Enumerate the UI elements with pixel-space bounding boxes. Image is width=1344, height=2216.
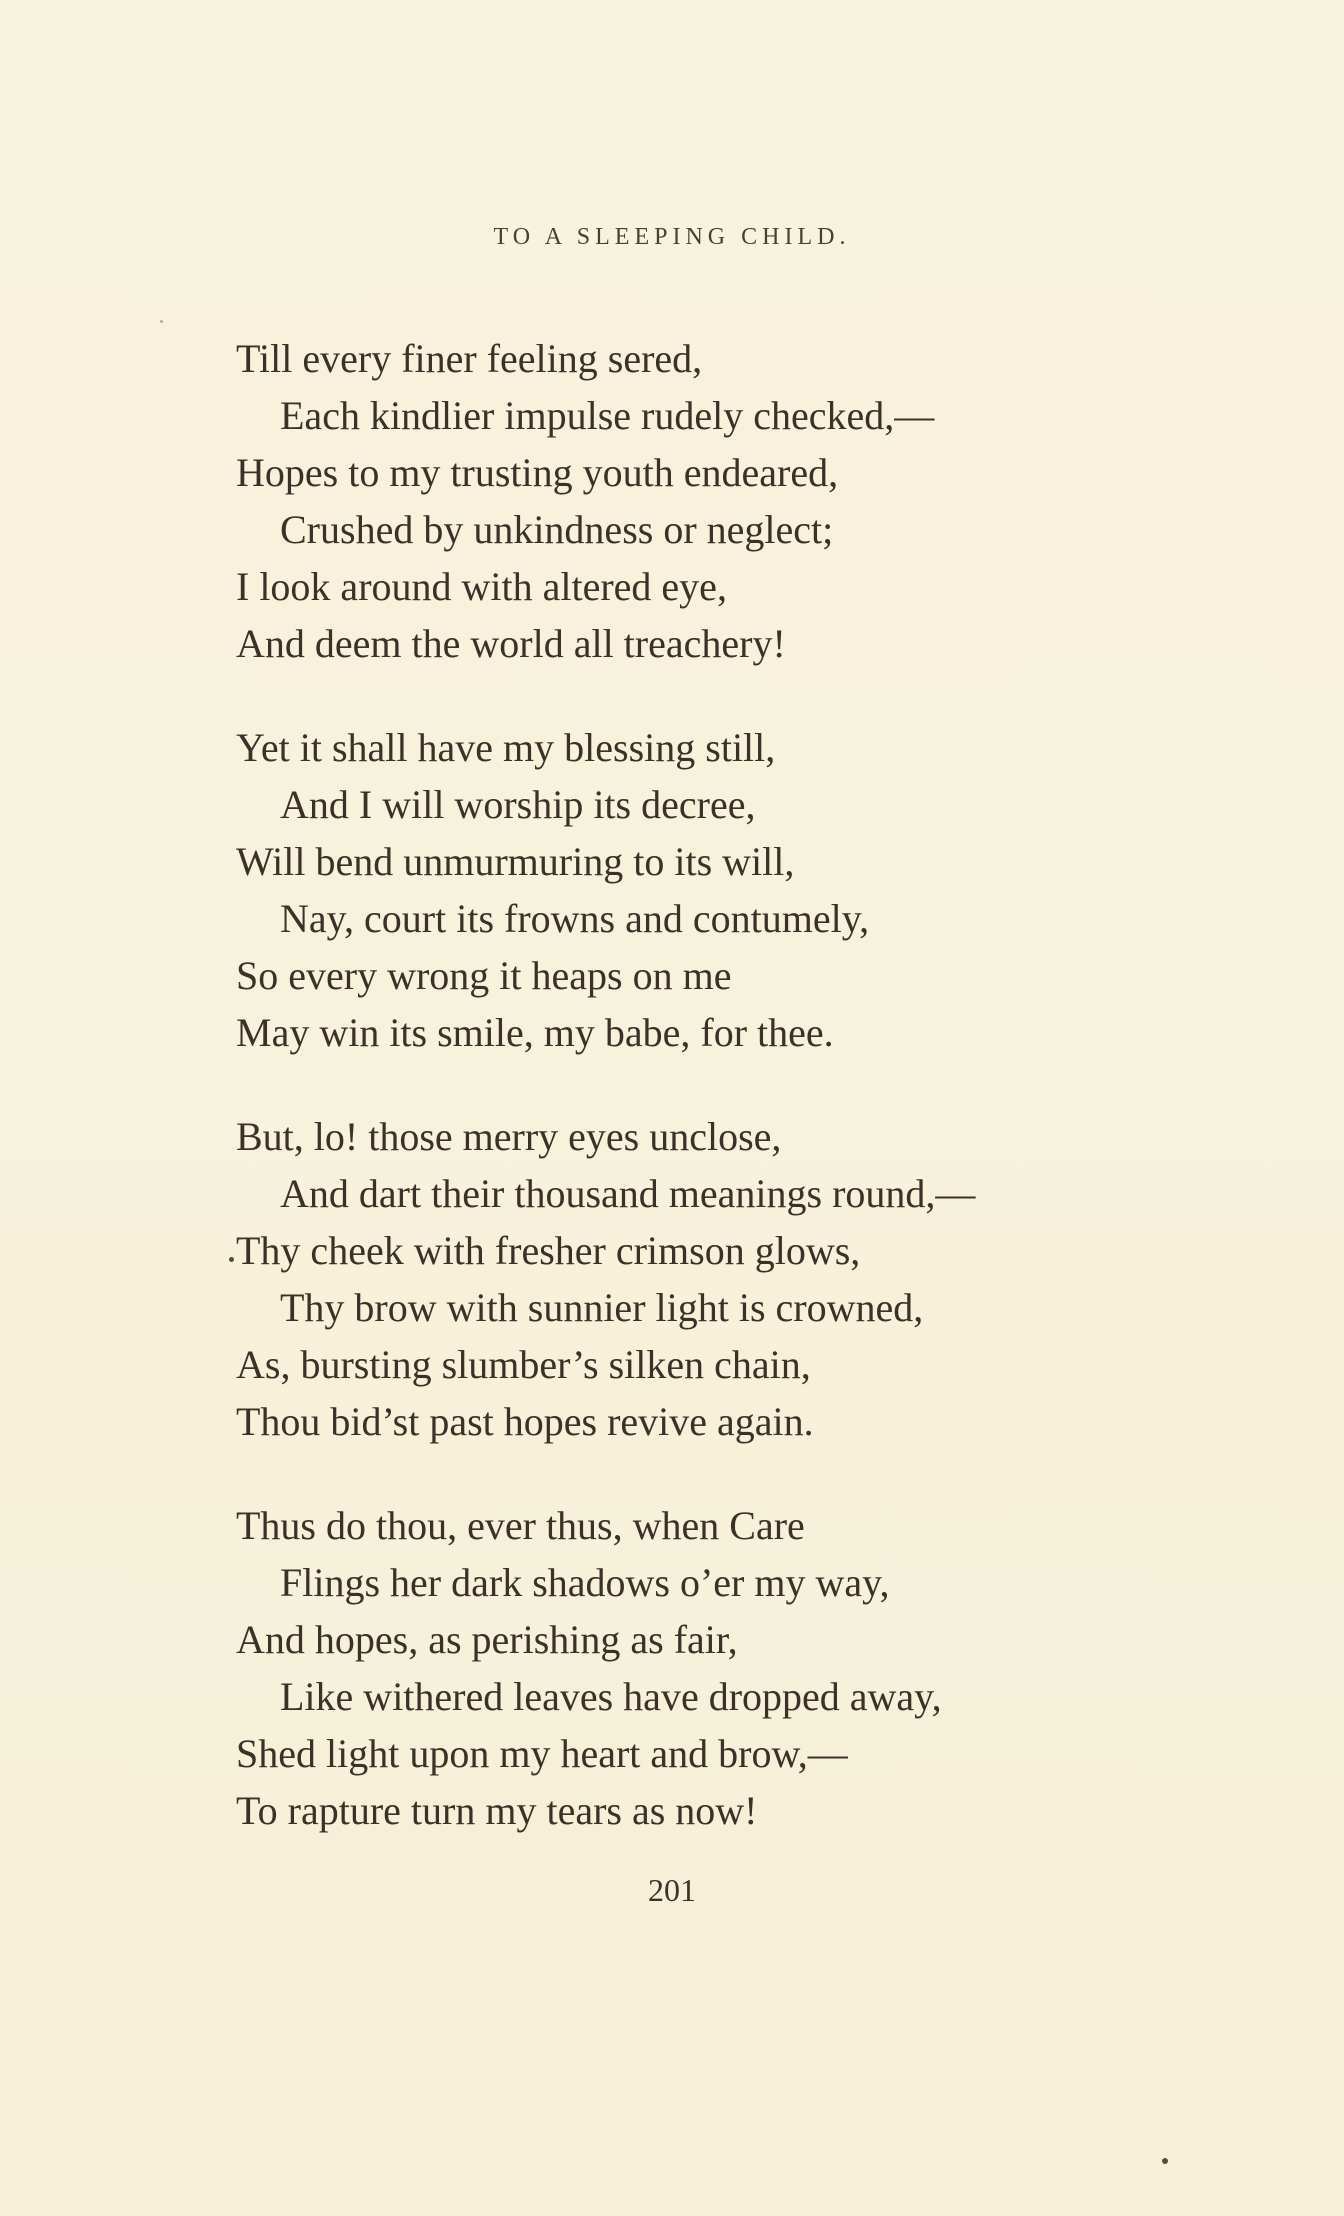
poem-line: So every wrong it heaps on me [236, 953, 732, 998]
poem-line: And deem the world all treachery! [236, 621, 786, 666]
poem-line: Thou bid’st past hopes revive again. [236, 1399, 814, 1444]
running-head: TO A SLEEPING CHILD. [493, 224, 851, 250]
poem-line: Hopes to my trusting youth endeared, [236, 450, 839, 495]
stanza-1 [236, 330, 1216, 672]
stanza-4 [236, 1497, 1216, 1839]
stanza-3 [236, 1108, 1216, 1450]
poem-line: Shed light upon my heart and brow,— [236, 1731, 848, 1776]
poem-line: And hopes, as perishing as fair, [236, 1617, 738, 1662]
poem-line: Thus do thou, ever thus, when Care [236, 1503, 805, 1548]
poem-line: Will bend unmurmuring to its will, [236, 839, 795, 884]
poem-line: Yet it shall have my blessing still, [236, 725, 776, 770]
poem-line: Till every finer feeling sered, [236, 336, 703, 381]
poem-line: But, lo! those merry eyes unclose, [236, 1114, 782, 1159]
poem-line: To rapture turn my tears as now! [236, 1788, 758, 1833]
poem-line: May win its smile, my babe, for thee. [236, 1010, 834, 1055]
poem-line: And I will worship its decree, [280, 782, 756, 827]
poem-line: Each kindlier impulse rudely checked,— [280, 393, 935, 438]
poem-line: I look around with altered eye, [236, 564, 727, 609]
ink-speck [229, 1257, 234, 1262]
stanza-2 [236, 719, 1216, 1061]
paper-speck [160, 320, 163, 323]
poem-line: Nay, court its frowns and contumely, [280, 896, 870, 941]
poem-line: As, bursting slumber’s silken chain, [236, 1342, 811, 1387]
ink-speck [1162, 2158, 1168, 2164]
poem-line: Crushed by unkindness or neglect; [280, 507, 834, 552]
poem-line: And dart their thousand meanings round,— [280, 1171, 976, 1216]
poem-line: Flings her dark shadows o’er my way, [280, 1560, 890, 1605]
poem-line: Like withered leaves have dropped away, [280, 1674, 942, 1719]
poem-line: Thy cheek with fresher crimson glows, [236, 1228, 861, 1273]
page-number: 201 [648, 1872, 696, 1908]
poem-line: Thy brow with sunnier light is crowned, [280, 1285, 924, 1330]
poem-body [236, 330, 1216, 1886]
